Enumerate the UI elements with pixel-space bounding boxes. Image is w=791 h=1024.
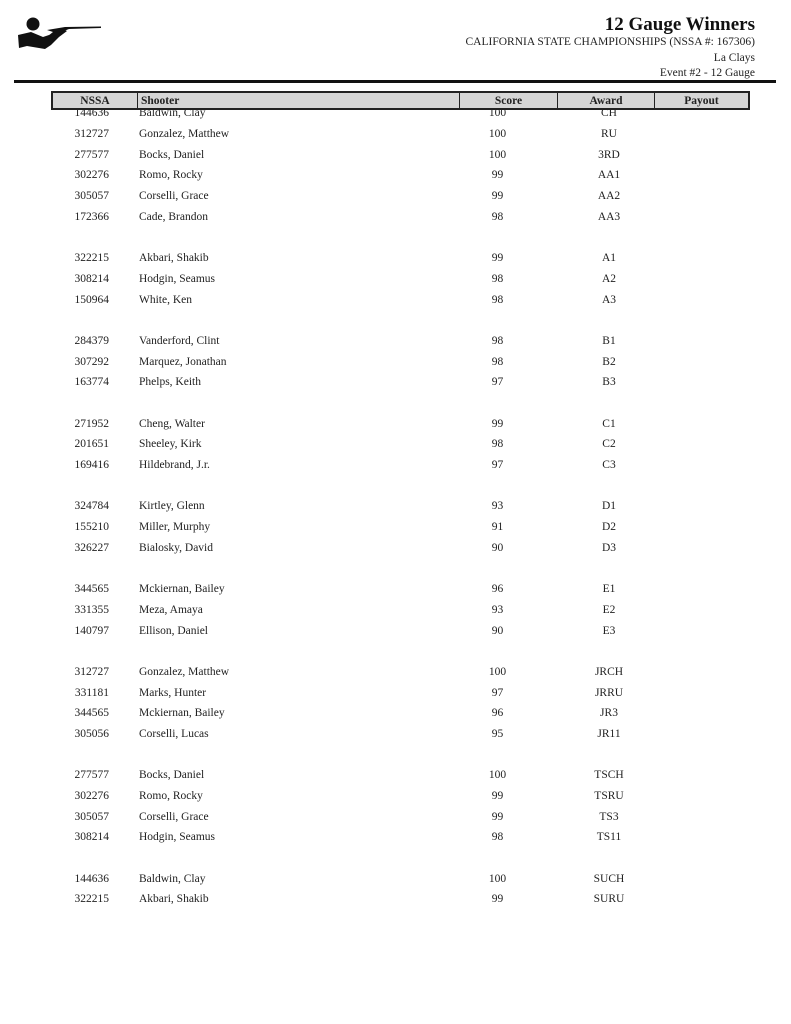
cell-shooter: Corselli, Lucas — [139, 727, 209, 740]
cell-award: E1 — [602, 583, 616, 596]
table-row — [51, 372, 750, 393]
cell-award: C3 — [602, 459, 616, 472]
cell-award: AA3 — [597, 210, 621, 223]
cell-nssa: 322215 — [74, 893, 109, 906]
table-row — [51, 331, 750, 352]
table-row — [51, 269, 750, 290]
cell-shooter: Miller, Murphy — [139, 521, 211, 534]
cell-shooter: Phelps, Keith — [139, 376, 201, 389]
cell-score: 95 — [491, 727, 504, 740]
table-row — [51, 289, 750, 310]
cell-shooter: Sheeley, Kirk — [139, 438, 202, 451]
cell-shooter: Akbari, Shakib — [139, 893, 209, 906]
cell-award: JR3 — [600, 707, 618, 720]
cell-nssa: 344565 — [74, 583, 109, 596]
cell-score: 93 — [491, 603, 504, 616]
group-spacer — [51, 848, 750, 869]
cell-shooter: Hodgin, Seamus — [139, 272, 216, 285]
cell-nssa: 201651 — [74, 438, 109, 451]
cell-score: 99 — [491, 190, 504, 203]
cell-nssa: 302276 — [74, 790, 109, 803]
cell-nssa: 312727 — [74, 128, 109, 141]
cell-score: 98 — [491, 334, 504, 347]
cell-score: 93 — [491, 500, 504, 513]
cell-score: 99 — [491, 417, 504, 430]
cell-nssa: 331355 — [74, 603, 109, 616]
cell-nssa: 140797 — [74, 624, 109, 637]
table-row — [51, 889, 750, 910]
table-row — [51, 413, 750, 434]
cell-award: A1 — [601, 252, 617, 265]
cell-nssa: 172366 — [74, 210, 109, 223]
cell-score: 100 — [488, 872, 507, 885]
table-row — [51, 144, 750, 165]
table-row — [51, 248, 750, 269]
cell-nssa: 322215 — [74, 252, 109, 265]
cell-nssa: 305057 — [74, 190, 109, 203]
cell-award: JR11 — [597, 727, 621, 740]
winners-table — [51, 91, 750, 910]
cell-award: 3RD — [598, 148, 620, 161]
shooter-logo-icon — [15, 15, 101, 51]
column-header-shooter: Shooter — [138, 93, 460, 108]
table-row — [51, 827, 750, 848]
table-row — [51, 455, 750, 476]
cell-nssa: 271952 — [74, 417, 109, 430]
cell-nssa: 308214 — [74, 831, 109, 844]
cell-score: 100 — [488, 769, 507, 782]
cell-shooter: Romo, Rocky — [139, 790, 203, 803]
cell-shooter: Bialosky, David — [139, 541, 213, 554]
cell-award: TSCH — [594, 769, 624, 782]
cell-shooter: Meza, Amaya — [139, 603, 203, 616]
cell-shooter: Corselli, Grace — [139, 810, 209, 823]
cell-award: TS11 — [596, 831, 622, 844]
table-row — [51, 496, 750, 517]
cell-nssa: 144636 — [74, 872, 109, 885]
cell-award: D1 — [601, 500, 617, 513]
cell-score: 97 — [491, 459, 504, 472]
table-row — [51, 579, 750, 600]
table-row — [51, 517, 750, 538]
cell-shooter: Hodgin, Seamus — [139, 831, 216, 844]
header-divider — [14, 80, 776, 83]
cell-score: 98 — [491, 355, 504, 368]
cell-award: JRRU — [594, 686, 624, 699]
cell-nssa: 302276 — [74, 169, 109, 182]
table-row — [51, 351, 750, 372]
cell-score: 97 — [491, 376, 504, 389]
cell-score: 90 — [491, 624, 504, 637]
cell-score: 99 — [491, 169, 504, 182]
cell-shooter: Cheng, Walter — [139, 417, 205, 430]
cell-nssa: 305057 — [74, 810, 109, 823]
cell-nssa: 144636 — [74, 107, 109, 120]
cell-nssa: 155210 — [74, 521, 109, 534]
group-spacer — [51, 558, 750, 579]
table-row — [51, 765, 750, 786]
group-spacer — [51, 475, 750, 496]
cell-award: C1 — [602, 417, 616, 430]
cell-award: AA1 — [597, 169, 621, 182]
table-row — [51, 786, 750, 807]
cell-shooter: Baldwin, Clay — [139, 107, 206, 120]
cell-shooter: Romo, Rocky — [139, 169, 203, 182]
group-spacer — [51, 227, 750, 248]
cell-nssa: 312727 — [74, 665, 109, 678]
table-row — [51, 165, 750, 186]
cell-award: D3 — [601, 541, 617, 554]
cell-award: SUCH — [593, 872, 625, 885]
cell-score: 99 — [491, 893, 504, 906]
group-spacer — [51, 393, 750, 414]
cell-score: 96 — [491, 583, 504, 596]
cell-award: E3 — [602, 624, 616, 637]
table-row — [51, 124, 750, 145]
cell-shooter: Mckiernan, Bailey — [139, 707, 225, 720]
cell-shooter: Marks, Hunter — [139, 686, 207, 699]
cell-shooter: Hildebrand, J.r. — [139, 459, 210, 472]
cell-score: 98 — [491, 293, 504, 306]
cell-award: JRCH — [594, 665, 624, 678]
cell-nssa: 308214 — [74, 272, 109, 285]
cell-award: TS3 — [599, 810, 619, 823]
column-header-award: Award — [558, 93, 655, 108]
table-row — [51, 537, 750, 558]
cell-shooter: Corselli, Grace — [139, 190, 209, 203]
group-spacer — [51, 310, 750, 331]
table-row — [51, 806, 750, 827]
cell-nssa: 331181 — [74, 686, 109, 699]
cell-score: 99 — [491, 790, 504, 803]
cell-score: 96 — [491, 707, 504, 720]
cell-score: 100 — [488, 148, 507, 161]
cell-nssa: 307292 — [74, 355, 109, 368]
table-row — [51, 682, 750, 703]
venue: La Clays — [713, 52, 755, 64]
cell-nssa: 305056 — [74, 727, 109, 740]
cell-shooter: Akbari, Shakib — [139, 252, 209, 265]
cell-shooter: Bocks, Daniel — [139, 148, 205, 161]
cell-nssa: 169416 — [74, 459, 109, 472]
cell-score: 100 — [488, 128, 507, 141]
cell-award: D2 — [601, 521, 617, 534]
cell-nssa: 163774 — [74, 376, 109, 389]
cell-score: 98 — [491, 831, 504, 844]
cell-nssa: 277577 — [74, 769, 109, 782]
cell-score: 99 — [491, 252, 504, 265]
cell-nssa: 326227 — [74, 541, 109, 554]
table-row — [51, 186, 750, 207]
table-row — [51, 434, 750, 455]
cell-nssa: 277577 — [74, 148, 109, 161]
table-row — [51, 868, 750, 889]
cell-shooter: Marquez, Jonathan — [139, 355, 227, 368]
cell-score: 91 — [491, 521, 504, 534]
cell-award: CH — [601, 107, 617, 120]
cell-shooter: Baldwin, Clay — [139, 872, 206, 885]
table-row — [51, 662, 750, 683]
cell-nssa: 324784 — [74, 500, 109, 513]
event-name: CALIFORNIA STATE CHAMPIONSHIPS (NSSA #: 167306) — [465, 36, 755, 48]
cell-shooter: Kirtley, Glenn — [139, 500, 205, 513]
cell-shooter: White, Ken — [139, 293, 193, 306]
cell-shooter: Bocks, Daniel — [139, 769, 205, 782]
event-label: Event #2 - 12 Gauge — [659, 67, 755, 79]
cell-nssa: 284379 — [74, 334, 109, 347]
column-header-score: Score — [460, 93, 558, 108]
column-header-payout: Payout — [684, 94, 719, 107]
cell-score: 98 — [491, 272, 504, 285]
cell-score: 98 — [491, 210, 504, 223]
cell-award: B3 — [602, 376, 616, 389]
cell-award: TSRU — [594, 790, 624, 803]
cell-award: RU — [601, 128, 617, 141]
table-row — [51, 620, 750, 641]
table-row — [51, 703, 750, 724]
group-spacer — [51, 744, 750, 765]
cell-score: 100 — [488, 107, 507, 120]
column-header-nssa: NSSA — [53, 93, 138, 108]
cell-award: A3 — [601, 293, 617, 306]
cell-award: B1 — [602, 334, 616, 347]
cell-score: 98 — [491, 438, 504, 451]
cell-award: SURU — [593, 893, 625, 906]
cell-score: 99 — [491, 810, 504, 823]
table-row — [51, 206, 750, 227]
cell-shooter: Gonzalez, Matthew — [139, 128, 230, 141]
cell-nssa: 344565 — [74, 707, 109, 720]
cell-shooter: Vanderford, Clint — [139, 334, 220, 347]
table-row — [51, 600, 750, 621]
cell-shooter: Gonzalez, Matthew — [139, 665, 230, 678]
cell-nssa: 150964 — [74, 293, 109, 306]
report-title: 12 Gauge Winners — [604, 14, 755, 35]
cell-award: A2 — [601, 272, 617, 285]
group-spacer — [51, 641, 750, 662]
cell-score: 100 — [488, 665, 507, 678]
cell-award: C2 — [602, 438, 616, 451]
table-body — [51, 103, 750, 910]
cell-award: E2 — [602, 603, 616, 616]
cell-shooter: Mckiernan, Bailey — [139, 583, 225, 596]
table-row — [51, 724, 750, 745]
cell-score: 90 — [491, 541, 504, 554]
cell-score: 97 — [491, 686, 504, 699]
cell-award: B2 — [602, 355, 616, 368]
cell-shooter: Ellison, Daniel — [139, 624, 208, 637]
cell-award: AA2 — [597, 190, 621, 203]
cell-shooter: Cade, Brandon — [139, 210, 208, 223]
